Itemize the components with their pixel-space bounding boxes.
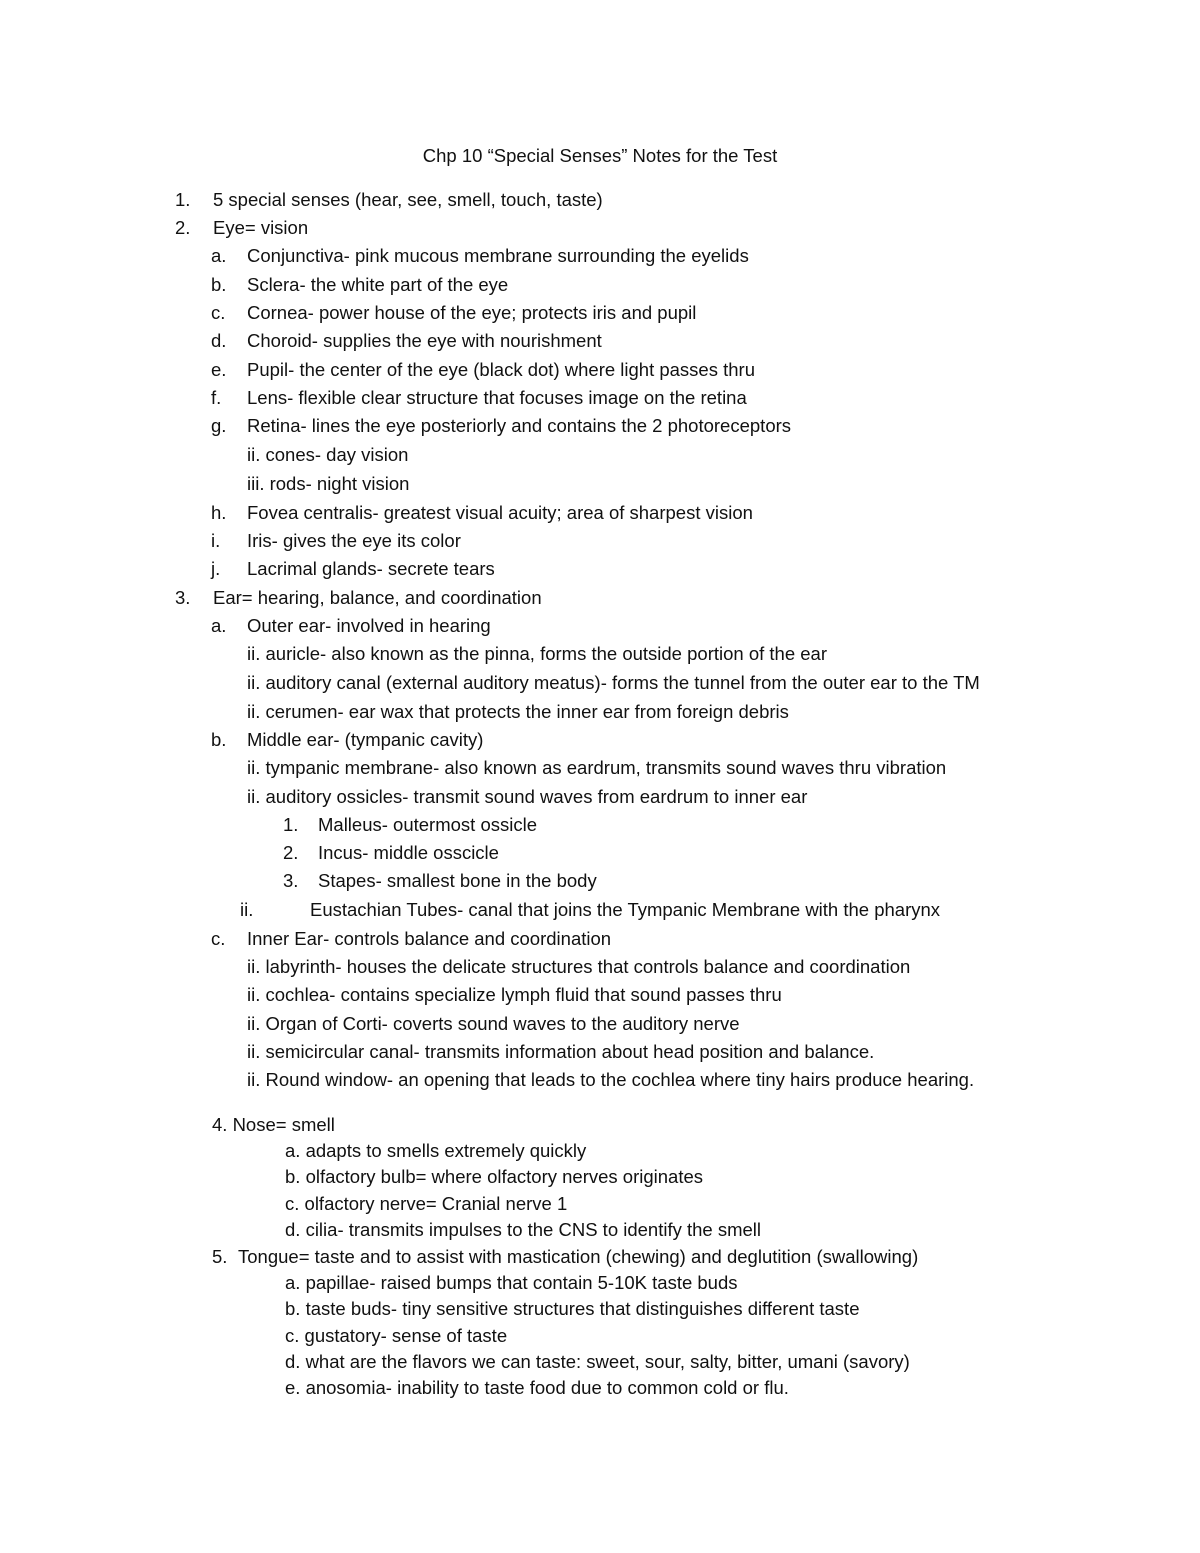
list-marker: 5. bbox=[212, 1246, 228, 1267]
list-item-text: Iris- gives the eye its color bbox=[247, 530, 461, 551]
list-item-text: Conjunctiva- pink mucous membrane surrounding the eyelids bbox=[247, 245, 749, 266]
list-item bbox=[285, 1193, 567, 1215]
list-item-text: Eustachian Tubes- canal that joins the Tympanic Membrane with the pharynx bbox=[310, 899, 941, 920]
list-item-text: d. cilia- transmits impulses to the CNS to identify the smell bbox=[285, 1219, 762, 1240]
list-item bbox=[211, 387, 747, 409]
list-marker: 2. bbox=[283, 842, 299, 863]
list-item bbox=[285, 1272, 738, 1294]
list-item bbox=[212, 1246, 918, 1268]
list-item bbox=[175, 189, 603, 211]
list-item bbox=[240, 899, 940, 921]
list-item bbox=[211, 558, 495, 580]
list-marker: c. bbox=[211, 302, 226, 323]
list-item-text: Retina- lines the eye posteriorly and contains the 2 photoreceptors bbox=[247, 415, 792, 436]
list-item-text: Lens- flexible clear structure that focuses image on the retina bbox=[247, 387, 747, 408]
list-item-text: Pupil- the center of the eye (black dot) where light passes thru bbox=[247, 359, 755, 380]
list-item bbox=[211, 359, 755, 381]
list-item bbox=[247, 473, 409, 495]
list-item-text: ii. cochlea- contains specialize lymph fluid that sound passes thru bbox=[247, 984, 782, 1005]
list-item bbox=[285, 1219, 761, 1241]
list-marker: b. bbox=[211, 729, 227, 750]
list-item-text: ii. tympanic membrane- also known as eardrum, transmits sound waves thru vibration bbox=[247, 757, 947, 778]
list-marker: 2. bbox=[175, 217, 191, 238]
list-item-text: Ear= hearing, balance, and coordination bbox=[213, 587, 542, 608]
list-item bbox=[285, 1298, 860, 1320]
list-item bbox=[211, 615, 491, 637]
list-item-text: Incus- middle osscicle bbox=[318, 842, 499, 863]
list-marker: i. bbox=[211, 530, 221, 551]
list-item-text: Sclera- the white part of the eye bbox=[247, 274, 509, 295]
list-item bbox=[247, 1041, 874, 1063]
list-item-text: Stapes- smallest bone in the body bbox=[318, 870, 597, 891]
list-item-text: Lacrimal glands- secrete tears bbox=[247, 558, 495, 579]
list-item-text: Cornea- power house of the eye; protects iris and pupil bbox=[247, 302, 697, 323]
list-item-text: b. taste buds- tiny sensitive structures that distinguishes different taste bbox=[285, 1298, 860, 1319]
list-item bbox=[285, 1325, 507, 1347]
list-item-text: Outer ear- involved in hearing bbox=[247, 615, 491, 636]
list-item bbox=[247, 701, 789, 723]
list-item-text: Choroid- supplies the eye with nourishment bbox=[247, 330, 602, 351]
list-item-text: c. olfactory nerve= Cranial nerve 1 bbox=[285, 1193, 568, 1214]
list-item-text: e. anosomia- inability to taste food due to common cold or flu. bbox=[285, 1377, 789, 1398]
list-item-text: ii. auricle- also known as the pinna, forms the outside portion of the ear bbox=[247, 643, 827, 664]
list-marker: 1. bbox=[175, 189, 191, 210]
list-marker: ii. bbox=[240, 899, 254, 920]
list-item-text: a. adapts to smells extremely quickly bbox=[285, 1140, 587, 1161]
list-marker: 1. bbox=[283, 814, 299, 835]
list-item-text: ii. cerumen- ear wax that protects the inner ear from foreign debris bbox=[247, 701, 789, 722]
list-item bbox=[211, 530, 461, 552]
list-item-text: 5 special senses (hear, see, smell, touch, taste) bbox=[213, 189, 603, 210]
list-item-text: ii. labyrinth- houses the delicate structures that controls balance and coordination bbox=[247, 956, 911, 977]
list-item bbox=[247, 956, 910, 978]
list-item bbox=[211, 245, 749, 267]
list-item-text: Inner Ear- controls balance and coordination bbox=[247, 928, 612, 949]
list-item bbox=[175, 217, 308, 239]
list-marker: g. bbox=[211, 415, 227, 436]
list-item bbox=[283, 870, 597, 892]
list-item bbox=[285, 1140, 586, 1162]
list-item-text: ii. auditory ossicles- transmit sound waves from eardrum to inner ear bbox=[247, 786, 808, 807]
list-item bbox=[283, 814, 537, 836]
list-item-text: ii. Round window- an opening that leads to the cochlea where tiny hairs produce hearing. bbox=[247, 1069, 975, 1090]
list-item bbox=[211, 502, 753, 524]
list-item bbox=[211, 274, 508, 296]
list-item-text: d. what are the flavors we can taste: sweet, sour, salty, bitter, umani (savory) bbox=[285, 1351, 910, 1372]
list-item-text: c. gustatory- sense of taste bbox=[285, 1325, 508, 1346]
list-item bbox=[285, 1377, 789, 1399]
list-marker: h. bbox=[211, 502, 227, 523]
list-item-text: a. papillae- raised bumps that contain 5-10K taste buds bbox=[285, 1272, 738, 1293]
list-item-text: Eye= vision bbox=[213, 217, 309, 238]
list-item bbox=[247, 984, 782, 1006]
list-item bbox=[247, 786, 807, 808]
list-item-text: ii. Organ of Corti- coverts sound waves to the auditory nerve bbox=[247, 1013, 740, 1034]
list-item bbox=[247, 757, 946, 779]
list-item bbox=[283, 842, 499, 864]
list-item-text: iii. rods- night vision bbox=[247, 473, 410, 494]
list-marker: j. bbox=[211, 558, 221, 579]
list-item bbox=[247, 643, 827, 665]
list-item bbox=[285, 1166, 703, 1188]
list-marker: a. bbox=[211, 615, 227, 636]
list-item-text: ii. auditory canal (external auditory meatus)- forms the tunnel from the outer ear to the TM bbox=[247, 672, 980, 693]
list-item-text: Tongue= taste and to assist with mastication (chewing) and deglutition (swallowing) bbox=[238, 1246, 919, 1267]
list-item-text: b. olfactory bulb= where olfactory nerves originates bbox=[285, 1166, 704, 1187]
list-item bbox=[247, 1069, 974, 1091]
list-item bbox=[175, 587, 542, 609]
page-title: Chp 10 “Special Senses” Notes for the Test bbox=[422, 145, 778, 166]
list-marker: a. bbox=[211, 245, 227, 266]
list-item bbox=[211, 415, 791, 437]
list-item bbox=[212, 1114, 335, 1136]
list-marker: 3. bbox=[283, 870, 299, 891]
list-item bbox=[247, 444, 408, 466]
list-item-text: Malleus- outermost ossicle bbox=[318, 814, 537, 835]
list-item-text: ii. semicircular canal- transmits information about head position and balance. bbox=[247, 1041, 875, 1062]
list-marker: e. bbox=[211, 359, 227, 380]
list-item bbox=[247, 672, 980, 694]
list-item bbox=[211, 729, 483, 751]
list-item bbox=[211, 928, 611, 950]
list-item-text: 4. Nose= smell bbox=[212, 1114, 335, 1135]
list-item bbox=[285, 1351, 910, 1373]
list-marker: c. bbox=[211, 928, 226, 949]
list-marker: d. bbox=[211, 330, 227, 351]
list-item bbox=[247, 1013, 740, 1035]
list-item-text: Middle ear- (tympanic cavity) bbox=[247, 729, 484, 750]
list-marker: b. bbox=[211, 274, 227, 295]
list-item bbox=[211, 302, 696, 324]
list-marker: f. bbox=[211, 387, 222, 408]
list-item-text: Fovea centralis- greatest visual acuity; area of sharpest vision bbox=[247, 502, 753, 523]
list-marker: 3. bbox=[175, 587, 191, 608]
list-item bbox=[211, 330, 602, 352]
list-item-text: ii. cones- day vision bbox=[247, 444, 409, 465]
